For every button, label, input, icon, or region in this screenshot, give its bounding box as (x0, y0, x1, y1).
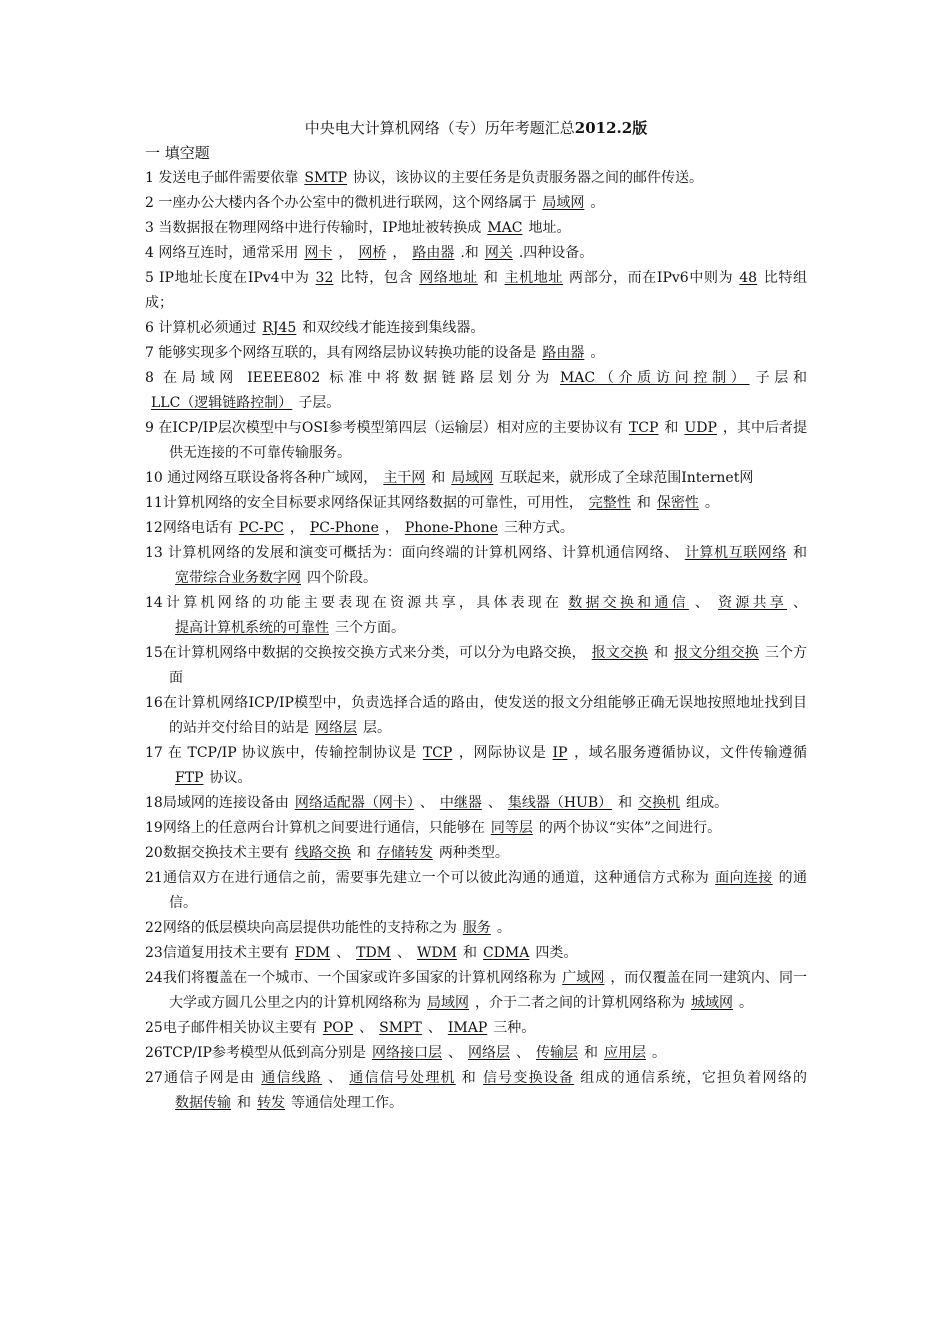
answer-blank: 存储转发 (376, 845, 433, 861)
question-text: 7 能够实现多个网络互联的，具有网络层协议转换功能的设备是 (145, 345, 537, 361)
question-text: 两种类型。 (438, 845, 509, 861)
question-text: 两部分，而在IPv6中则为 (569, 270, 734, 286)
question-item (145, 841, 807, 866)
title-version: 2012.2版 (574, 119, 648, 137)
answer-blank: 网络适配器（网卡） (294, 795, 414, 811)
answer-blank: 路由器 (542, 345, 585, 361)
question-text: 等通信处理工作。 (291, 1095, 403, 1111)
question-text: 的两个协议“实体”之间进行。 (538, 820, 722, 836)
question-text: 。 (739, 995, 753, 1011)
answer-blank: POP (322, 1020, 354, 1036)
question-text: 、 (694, 595, 713, 611)
question-text: 9 在ICP/IP层次模型中与OSI参考模型第四层（运输层）相对应的主要协议有 (145, 420, 623, 436)
answer-blank: 中继器 (439, 795, 482, 811)
question-text: 和 (483, 270, 499, 286)
question-text: ， (289, 520, 304, 536)
answer-blank: PC-PC (238, 520, 284, 536)
question-item (145, 641, 807, 691)
answer-blank: TCP (628, 420, 659, 436)
answer-blank: RJ45 (262, 320, 297, 336)
question-text: 8 在局域网 IEEEE802 标准中将数据链路层划分为 (145, 370, 554, 386)
question-text: 比特，包含 (339, 270, 414, 286)
question-text: 25电子邮件相关协议主要有 (145, 1020, 317, 1036)
question-item (145, 191, 807, 216)
question-item (145, 166, 807, 191)
answer-blank: 网络层 (315, 720, 357, 736)
answer-blank: 服务 (462, 920, 491, 936)
question-item (145, 216, 807, 241)
document-content (145, 116, 807, 1116)
document-title (145, 116, 807, 141)
question-text: 6 计算机必须通过 (145, 320, 257, 336)
answer-blank: LLC（逻辑链路控制） (151, 395, 293, 411)
question-text: 24我们将覆盖在一个城市、一个国家或许多国家的计算机网络称为 (145, 970, 557, 986)
answer-blank: Phone-Phone (404, 520, 498, 536)
question-text: 10 通过网络互联设备将各种广域网， (145, 470, 378, 486)
answer-blank: 计算机互联网络 (684, 545, 788, 561)
question-item (145, 341, 807, 366)
question-text: 和 (654, 645, 669, 661)
answer-blank: 主干网 (383, 470, 426, 486)
question-text: 16在计算机网络ICP/IP模型中，负责选择合适的路由，使发送的报文分组能够正确无误地按照地址找到目的站并交付给目的站是 (145, 695, 807, 736)
question-text: 组成的通信系统，它担负着网络的 (580, 1070, 808, 1086)
question-text: 和 (431, 470, 446, 486)
question-text: 地址。 (528, 220, 571, 236)
answer-blank: 信号变换设备 (482, 1070, 575, 1086)
answer-blank: 局域网 (542, 195, 585, 211)
question-text: 协议。 (209, 770, 252, 786)
answer-blank: 局域网 (451, 470, 494, 486)
question-item (145, 266, 807, 316)
answer-blank: 通信线路 (261, 1070, 323, 1086)
question-text: 3 当数据报在物理网络中进行传输时，IP地址被转换成 (145, 220, 482, 236)
question-item (145, 366, 807, 416)
question-text: ， (384, 520, 399, 536)
question-text: 和双绞线才能连接到集线器。 (302, 320, 485, 336)
question-text: ，其中后者提供无连接的不可靠传输服务。 (169, 420, 808, 461)
question-text: 互联起来，就形成了全球范围Internet网 (499, 470, 754, 486)
answer-blank: 面向连接 (715, 870, 773, 886)
answer-blank: FTP (175, 770, 204, 786)
answer-blank: MAC（介质访问控制） (559, 370, 750, 386)
question-text: 、 (328, 1070, 344, 1086)
answer-blank: WDM (417, 945, 457, 961)
question-text: 、 (487, 795, 502, 811)
answer-blank: 通信信号处理机 (349, 1070, 456, 1086)
question-text: 和 (461, 1070, 477, 1086)
answer-blank: 资源共享 (718, 595, 788, 611)
answer-blank: 宽带综合业务数字网 (175, 570, 301, 586)
question-text: 、 (419, 795, 434, 811)
question-text: 三个方面。 (335, 620, 405, 636)
question-text: ， (392, 245, 407, 261)
question-item (145, 941, 807, 966)
question-text: 层。 (363, 720, 391, 736)
answer-blank: 保密性 (656, 495, 699, 511)
question-text: 组成。 (686, 795, 729, 811)
question-text: 和 (636, 495, 651, 511)
answer-blank: 交换机 (638, 795, 681, 811)
answer-blank: 48 (739, 270, 758, 286)
question-text: 15在计算机网络中数据的交换按交换方式来分类，可以分为电路交换， (145, 645, 586, 661)
question-item (145, 516, 807, 541)
answer-blank: 转发 (257, 1095, 285, 1111)
question-text: 、 (793, 595, 808, 611)
question-text: 、 (397, 945, 412, 961)
answer-blank: 32 (315, 270, 334, 286)
question-item (145, 691, 807, 741)
question-text: 三种方式。 (503, 520, 574, 536)
question-text: .四种设备。 (518, 245, 594, 261)
question-item (145, 591, 807, 641)
question-text: 27通信子网是由 (145, 1070, 256, 1086)
question-text: 比特组成； (145, 270, 808, 311)
question-text: 、 (359, 1020, 374, 1036)
answer-blank: 数据交换和通信 (568, 595, 689, 611)
question-text: 26TCP/IP参考模型从低到高分别是 (145, 1045, 366, 1061)
question-text: 12网络电话有 (145, 520, 233, 536)
question-text: 和 (237, 1095, 251, 1111)
answer-blank: CDMA (482, 945, 530, 961)
question-item (145, 1066, 807, 1116)
answer-blank: MAC (487, 220, 523, 236)
question-text: ，介于二者之间的计算机网络称为 (475, 995, 685, 1011)
question-text: 。 (590, 195, 605, 211)
answer-blank: 线路交换 (294, 845, 351, 861)
answer-blank: 网络接口层 (371, 1045, 442, 1061)
question-list (145, 166, 807, 1116)
question-text: ，网际协议是 (458, 745, 547, 761)
question-text: 、 (427, 1020, 442, 1036)
question-text: 协议，该协议的主要任务是负责服务器之间的邮件传送。 (353, 170, 704, 186)
answer-blank: UDP (684, 420, 717, 436)
question-text: 1 发送电子邮件需要依靠 (145, 170, 299, 186)
answer-blank: 网络地址 (419, 270, 478, 286)
answer-blank: 集线器（HUB） (507, 795, 613, 811)
question-text: 。 (651, 1045, 666, 1061)
question-text: 。 (704, 495, 719, 511)
section-heading: 一 填空题 (145, 144, 210, 162)
question-text: 四类。 (535, 945, 578, 961)
answer-blank: 网卡 (304, 245, 333, 261)
question-item (145, 791, 807, 816)
answer-blank: 路由器 (412, 245, 455, 261)
question-text: 和 (618, 795, 633, 811)
question-text: .和 (460, 245, 479, 261)
question-text: 、 (447, 1045, 462, 1061)
question-text: 18局域网的连接设备由 (145, 795, 289, 811)
question-item (145, 316, 807, 341)
title-text: 中央电大计算机网络（专）历年考题汇总 (304, 119, 575, 137)
answer-blank: 提高计算机系统的可靠性 (175, 620, 329, 636)
answer-blank: 网络层 (467, 1045, 510, 1061)
question-text: 。 (590, 345, 605, 361)
answer-blank: FDM (294, 945, 331, 961)
question-item (145, 491, 807, 516)
answer-blank: IP (552, 745, 568, 761)
question-text: ，而仅覆盖在同一建筑内、同一大学或方圆几公里之内的计算机网络称为 (169, 970, 808, 1011)
question-text: 21通信双方在进行通信之前，需要事先建立一个可以彼此沟通的通道，这种通信方式称为 (145, 870, 710, 886)
answer-blank: PC-Phone (309, 520, 379, 536)
question-item (145, 916, 807, 941)
question-text: 、 (336, 945, 351, 961)
answer-blank: 数据传输 (175, 1095, 231, 1111)
question-text: 。 (496, 920, 511, 936)
answer-blank: 网桥 (358, 245, 387, 261)
question-item (145, 741, 807, 791)
question-item (145, 816, 807, 841)
question-item (145, 866, 807, 916)
question-text: ， (338, 245, 353, 261)
question-text: 5 IP地址长度在IPv4中为 (145, 270, 310, 286)
question-item (145, 466, 807, 491)
question-text: 、 (515, 1045, 530, 1061)
answer-blank: 报文交换 (591, 645, 649, 661)
question-text: 20数据交换技术主要有 (145, 845, 289, 861)
answer-blank: 局域网 (427, 995, 469, 1011)
question-text: 4 网络互连时，通常采用 (145, 245, 299, 261)
question-text: 11计算机网络的安全目标要求网络保证其网络数据的可靠性，可用性， (145, 495, 583, 511)
answer-blank: 广域网 (562, 970, 605, 986)
question-text: 19网络上的任意两台计算机之间要进行通信，只能够在 (145, 820, 485, 836)
question-text: 17 在 TCP/IP 协议族中，传输控制协议是 (145, 745, 417, 761)
question-text: 子层和 (755, 370, 807, 386)
question-text: 的通信。 (169, 870, 808, 911)
question-text: 三种。 (493, 1020, 536, 1036)
answer-blank: 传输层 (535, 1045, 578, 1061)
question-item (145, 416, 807, 466)
question-text: 22网络的低层模块向高层提供功能性的支持称之为 (145, 920, 457, 936)
answer-blank: 城域网 (691, 995, 733, 1011)
question-text: 和 (793, 545, 808, 561)
question-text: 四个阶段。 (307, 570, 377, 586)
answer-blank: 主机地址 (504, 270, 564, 286)
question-text: 子层。 (298, 395, 341, 411)
answer-blank: SMTP (304, 170, 348, 186)
question-item (145, 541, 807, 591)
question-item (145, 1016, 807, 1041)
question-item (145, 1041, 807, 1066)
question-text: 和 (356, 845, 371, 861)
question-text: 13 计算机网络的发展和演变可概括为：面向终端的计算机网络、计算机通信网络、 (145, 545, 679, 561)
question-text: 和 (583, 1045, 598, 1061)
answer-blank: SMPT (379, 1020, 422, 1036)
question-text: 和 (664, 420, 679, 436)
answer-blank: IMAP (447, 1020, 488, 1036)
question-item (145, 241, 807, 266)
question-text: 14计算机网络的功能主要表现在资源共享，具体表现在 (145, 595, 563, 611)
answer-blank: 报文分组交换 (674, 645, 759, 661)
answer-blank: 应用层 (603, 1045, 646, 1061)
question-text: 三个方面 (169, 645, 808, 686)
question-text: 和 (462, 945, 477, 961)
answer-blank: 完整性 (588, 495, 631, 511)
answer-blank: TCP (422, 745, 453, 761)
question-item (145, 966, 807, 1016)
answer-blank: TDM (356, 945, 392, 961)
question-text: ，域名服务遵循协议，文件传输遵循 (573, 745, 808, 761)
answer-blank: 同等层 (490, 820, 533, 836)
answer-blank: 网关 (484, 245, 513, 261)
question-text: 2 一座办公大楼内各个办公室中的微机进行联网，这个网络属于 (145, 195, 537, 211)
question-text: 23信道复用技术主要有 (145, 945, 289, 961)
